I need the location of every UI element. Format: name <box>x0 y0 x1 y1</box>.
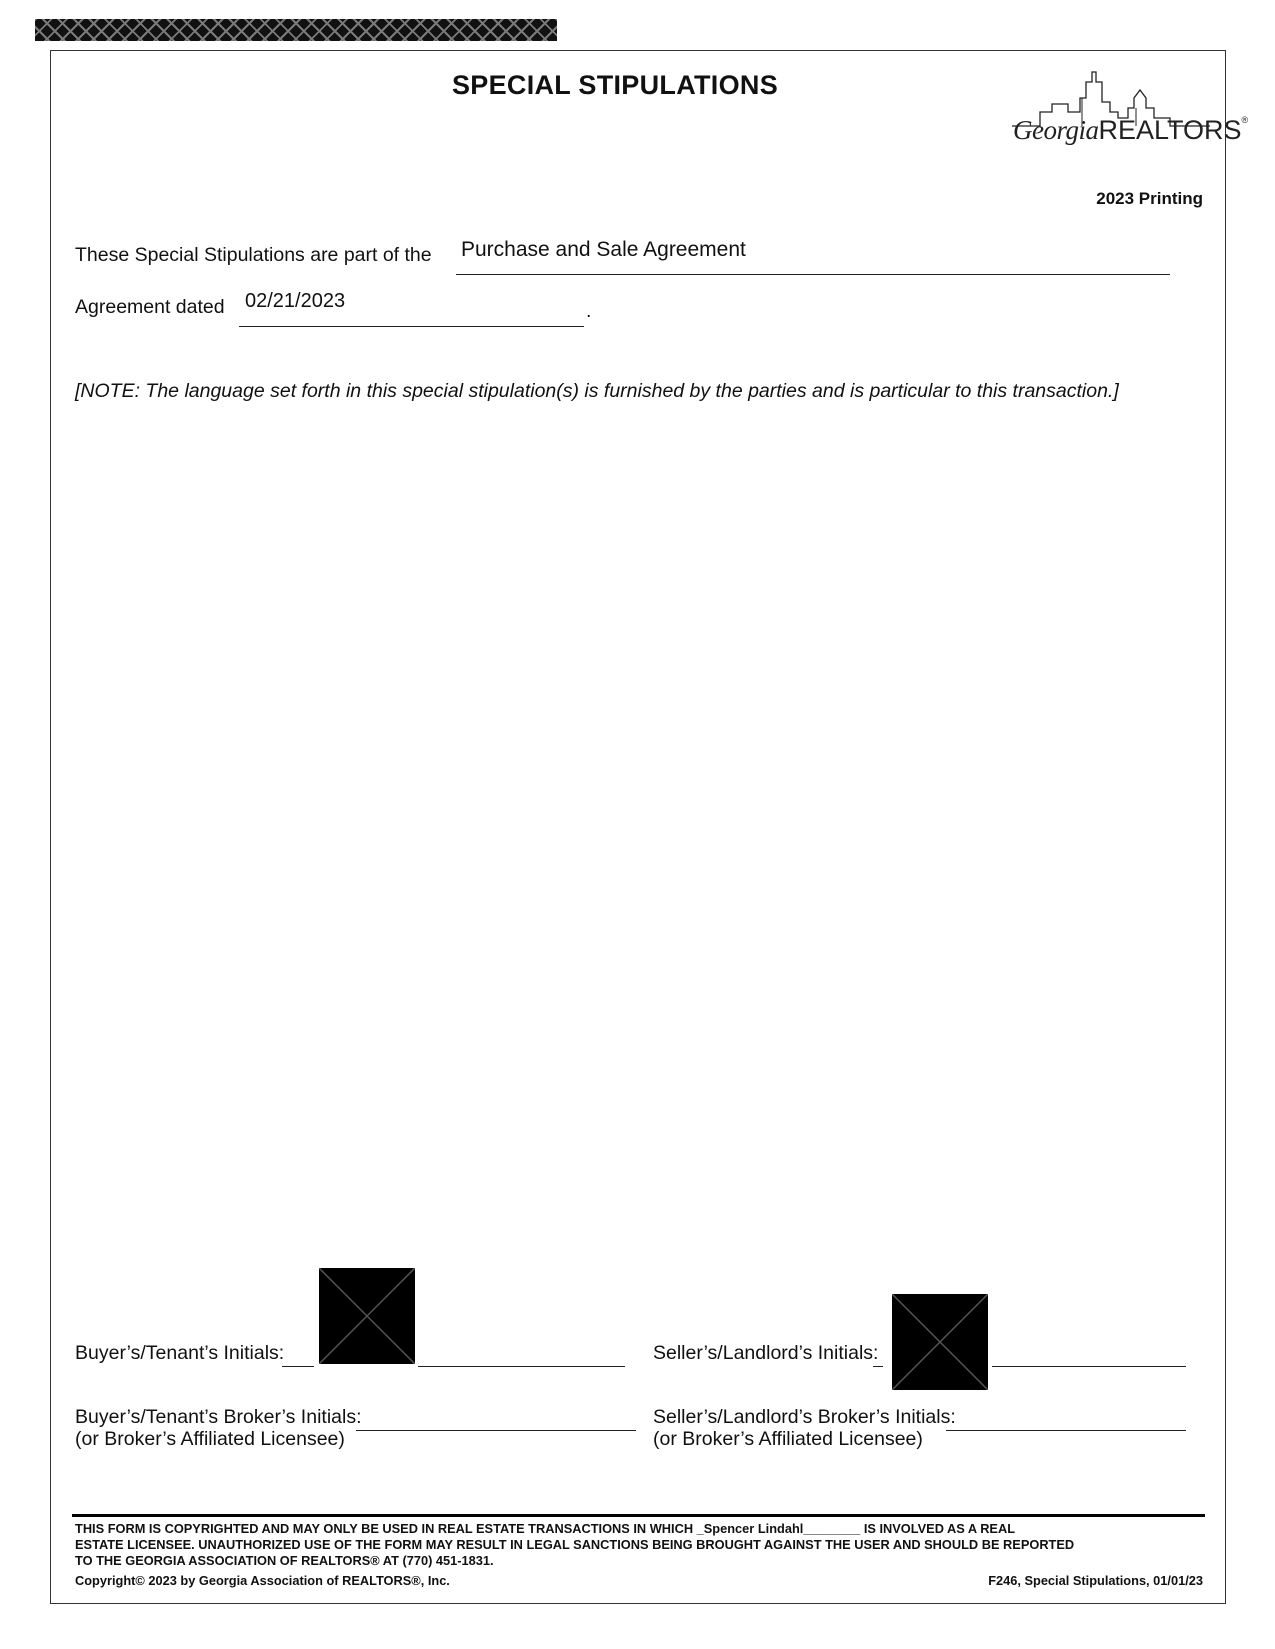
logo-brand-text: REALTORS <box>1098 115 1242 145</box>
footer-copyright: Copyright© 2023 by Georgia Association of REALTORS®, Inc. <box>75 1573 450 1588</box>
seller-initials-line-right <box>992 1340 1186 1367</box>
seller-broker-sub-label: (or Broker’s Affiliated Licensee) <box>653 1428 923 1450</box>
dated-label: Agreement dated <box>75 296 225 318</box>
buyer-initials-label: Buyer’s/Tenant’s Initials: <box>75 1342 285 1364</box>
buyer-broker-sub-label: (or Broker’s Affiliated Licensee) <box>75 1428 345 1450</box>
footer-line-1-end: ________ IS INVOLVED AS A REAL <box>803 1521 1016 1536</box>
redaction-x-icon <box>892 1294 988 1390</box>
note-text: [NOTE: The language set forth in this special stipulation(s) is furnished by the parties and is particular to this transaction.] <box>75 380 1119 402</box>
logo-script-text: Georgia <box>1013 115 1099 145</box>
form-title: SPECIAL STIPULATIONS <box>451 70 779 100</box>
footer-divider <box>72 1514 1205 1517</box>
seller-broker-initials-field[interactable] <box>946 1404 1186 1431</box>
redaction-bar <box>35 19 557 41</box>
buyer-broker-initials-label: Buyer’s/Tenant’s Broker’s Initials: <box>75 1406 362 1428</box>
dated-period: . <box>586 300 592 322</box>
seller-initials-label: Seller’s/Landlord’s Initials: <box>653 1342 879 1364</box>
agreement-date-value: 02/21/2023 <box>245 290 346 312</box>
redaction-x-icon <box>319 1268 415 1364</box>
logo-wordmark <box>1013 115 1248 146</box>
form-frame <box>50 50 1226 1604</box>
buyer-initials-line-right <box>418 1340 625 1367</box>
seller-broker-initials-label: Seller’s/Landlord’s Broker’s Initials: <box>653 1406 956 1428</box>
footer-form-id: F246, Special Stipulations, 01/01/23 <box>988 1573 1203 1588</box>
logo-registered-mark: ® <box>1241 115 1249 125</box>
agreement-type-value: Purchase and Sale Agreement <box>461 238 746 261</box>
buyer-initials-line-left <box>282 1340 314 1367</box>
buyer-initials-redacted[interactable] <box>319 1268 415 1364</box>
seller-initials-line-left <box>873 1340 883 1367</box>
footer-line-1 <box>75 1521 1015 1537</box>
buyer-broker-initials-field[interactable] <box>356 1404 636 1431</box>
seller-initials-redacted[interactable] <box>892 1294 988 1390</box>
footer-line-1-text: THIS FORM IS COPYRIGHTED AND MAY ONLY BE USED IN REAL ESTATE TRANSACTIONS IN WHICH _ <box>75 1521 704 1536</box>
footer-licensee-name: Spencer Lindahl <box>703 1521 804 1536</box>
footer-line-2: ESTATE LICENSEE. UNAUTHORIZED USE OF THE FORM MAY RESULT IN LEGAL SANCTIONS BEING BROUGHT AGAINST THE USER AND SHOULD BE REPORTED <box>75 1537 1075 1552</box>
intro-label: These Special Stipulations are part of the <box>75 244 432 266</box>
georgia-realtors-logo <box>1010 68 1249 166</box>
footer-line-3: TO THE GEORGIA ASSOCIATION OF REALTORS® AT (770) 451-1831. <box>75 1553 494 1568</box>
printing-year: 2023 Printing <box>1096 189 1203 208</box>
